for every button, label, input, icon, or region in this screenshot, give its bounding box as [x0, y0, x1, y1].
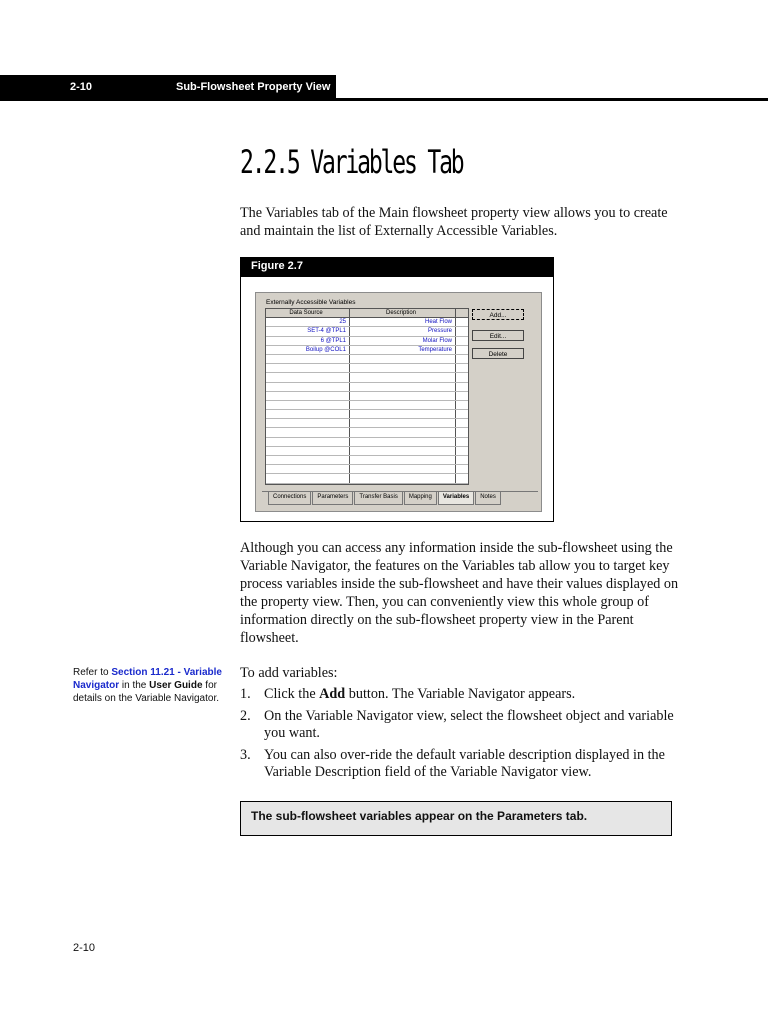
row-source: 6 @TPL1: [266, 337, 350, 345]
tab-mapping[interactable]: Mapping: [404, 492, 437, 505]
step-text-pre: On the Variable Navigator view, select the flowsheet object and variable you want.: [264, 708, 674, 741]
table-row[interactable]: [266, 346, 468, 355]
procedure-intro: To add variables:: [240, 665, 338, 681]
tab-connections[interactable]: Connections: [268, 492, 311, 505]
step-item: [240, 708, 680, 742]
tab-variables[interactable]: Variables: [438, 492, 474, 505]
row-source: 25: [266, 318, 350, 326]
header-page-number: 2-10: [70, 81, 93, 93]
step-number: 2.: [240, 708, 251, 724]
empty-row[interactable]: [266, 419, 468, 428]
empty-row[interactable]: [266, 428, 468, 437]
empty-row[interactable]: [266, 465, 468, 474]
empty-row[interactable]: [266, 474, 468, 483]
side-note-prefix: Refer to: [73, 667, 112, 678]
grid-header-row: [266, 309, 468, 318]
add-button[interactable]: Add...: [472, 309, 524, 320]
tab-transfer-basis[interactable]: Transfer Basis: [354, 492, 402, 505]
header-rule: [0, 98, 768, 101]
screenshot-window: [255, 292, 542, 512]
footer-page-number: 2-10: [73, 942, 96, 954]
empty-row[interactable]: [266, 447, 468, 456]
tab-strip: [262, 491, 538, 505]
step-item: [240, 686, 680, 703]
tab-parameters[interactable]: Parameters: [312, 492, 353, 505]
header-title: Sub-Flowsheet Property View: [176, 81, 331, 93]
side-note-link[interactable]: Section 11.21 - Variable Navigator: [73, 667, 222, 691]
row-source: Boilup @COL1: [266, 346, 350, 354]
row-description: Molar Flow: [350, 337, 456, 345]
row-description: Pressure: [350, 327, 456, 335]
side-note-mid: in the: [119, 680, 150, 691]
step-text-bold: Add: [319, 686, 346, 702]
side-note: [73, 666, 223, 705]
empty-row[interactable]: [266, 410, 468, 419]
body-paragraph: Although you can access any information inside the sub-flowsheet using the Variable Navigator, the features on the Variables tab allow you to target key process variables inside the sub-flowsheet and have their values displayed on the property view. Then, you can conveniently view this whole group of information directly on the sub-flowsheet property view in the Parent flowsheet.: [240, 540, 679, 646]
edit-button[interactable]: Edit...: [472, 330, 524, 341]
side-note-guide: User Guide: [149, 680, 203, 691]
section-intro: The Variables tab of the Main flowsheet property view allows you to create and maintain the list of Externally Accessible Variables.: [240, 205, 668, 239]
side-note-suffix: for details on the Variable Navigator.: [73, 680, 220, 704]
empty-row[interactable]: [266, 456, 468, 465]
table-row[interactable]: [266, 318, 468, 327]
note-box: The sub-flowsheet variables appear on the Parameters tab.: [240, 801, 672, 836]
table-row[interactable]: [266, 327, 468, 336]
empty-row[interactable]: [266, 355, 468, 364]
tab-notes[interactable]: Notes: [475, 492, 501, 505]
empty-row[interactable]: [266, 484, 468, 485]
table-row[interactable]: [266, 337, 468, 346]
figure-caption: Figure 2.7: [241, 258, 553, 277]
row-description: Heat Flow: [350, 318, 456, 326]
column-header-description: Description: [350, 309, 456, 317]
step-number: 1.: [240, 686, 251, 702]
empty-row[interactable]: [266, 373, 468, 382]
delete-button[interactable]: Delete: [472, 348, 524, 359]
group-label: Externally Accessible Variables: [266, 299, 356, 306]
empty-row[interactable]: [266, 364, 468, 373]
row-source: SET-4 @TPL1: [266, 327, 350, 335]
empty-row[interactable]: [266, 438, 468, 447]
variables-grid: [265, 308, 469, 485]
step-text-post: button. The Variable Navigator appears.: [345, 686, 576, 702]
procedure-steps: [240, 686, 680, 786]
step-text-pre: Click the: [264, 686, 320, 702]
step-text-pre: You can also over-ride the default variable description displayed in the Variable Description field of the Variable Navigator view.: [264, 747, 665, 780]
figure: [240, 257, 554, 522]
empty-row[interactable]: [266, 392, 468, 401]
step-number: 3.: [240, 747, 251, 763]
row-description: Temperature: [350, 346, 456, 354]
section-title: 2.2.5 Variables Tab: [240, 143, 463, 181]
step-item: [240, 747, 680, 781]
column-header-data-source: Data Source: [266, 309, 350, 317]
empty-row[interactable]: [266, 401, 468, 410]
empty-row[interactable]: [266, 383, 468, 392]
